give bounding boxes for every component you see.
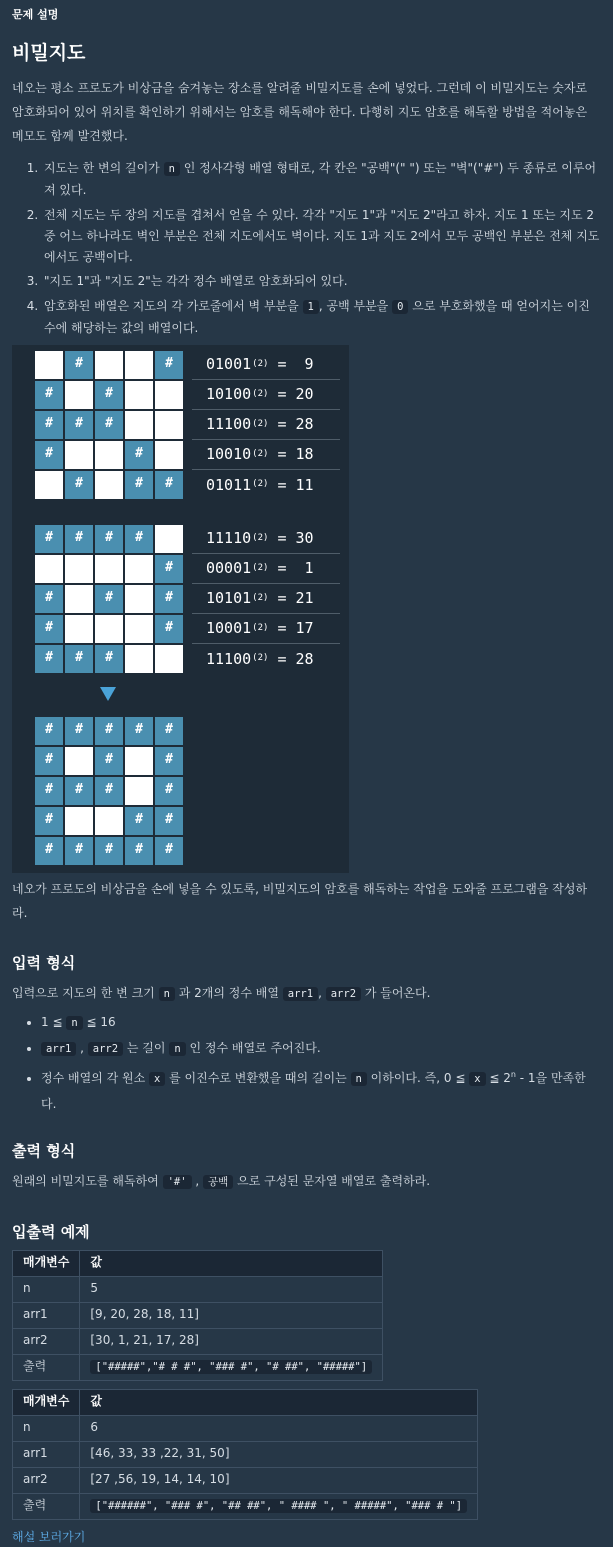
wall-cell: # — [34, 716, 64, 746]
wall-cell: # — [94, 380, 124, 410]
result-grid — [34, 716, 184, 866]
binary-row: 10010 (2) = 18 — [192, 440, 340, 470]
empty-cell — [64, 584, 94, 614]
wall-cell: # — [34, 614, 64, 644]
wall-cell: # — [34, 644, 64, 674]
empty-cell — [124, 746, 154, 776]
table-row — [13, 1467, 478, 1493]
empty-cell — [154, 644, 184, 674]
table-row — [13, 1276, 383, 1302]
map1-rows — [192, 350, 340, 500]
empty-cell — [154, 440, 184, 470]
binary-row: 11100 (2) = 28 — [206, 649, 314, 668]
table-row — [13, 1493, 478, 1519]
value-cell: [30, 1, 21, 17, 28] — [80, 1328, 383, 1354]
rule-item: 3. "지도 1"과 "지도 2"는 각각 정수 배열로 암호화되어 있다. — [42, 271, 601, 292]
empty-cell — [124, 644, 154, 674]
wall-cell: # — [124, 716, 154, 746]
wall-cell: # — [64, 524, 94, 554]
param-cell: arr2 — [13, 1467, 80, 1493]
col-param: 매개변수 — [13, 1250, 80, 1276]
wall-cell: # — [94, 746, 124, 776]
wall-cell: # — [124, 524, 154, 554]
wall-cell: # — [154, 776, 184, 806]
input-desc: 입력으로 지도의 한 변 크기 n 과 2개의 정수 배열 arr1 , arr2 가 들어온다. — [12, 985, 431, 1000]
param-cell: n — [13, 1415, 80, 1441]
table-row — [13, 1441, 478, 1467]
empty-cell — [34, 470, 64, 500]
wall-cell: # — [94, 584, 124, 614]
constraint-item: • 정수 배열의 각 원소 x 를 이진수로 변환했을 때의 길이는 n 이하이다. 즉, 0 ≦ x ≦ 2$^n$ - 1을 만족한다. — [41, 1062, 601, 1117]
example-table-1 — [12, 1250, 383, 1381]
map1-grid — [34, 350, 184, 500]
value-cell: 6 — [80, 1415, 478, 1441]
rules-list — [12, 158, 601, 339]
wall-cell: # — [154, 554, 184, 584]
binary-row: 10001 (2) = 17 — [192, 614, 340, 644]
binary-row: 10100 (2) = 20 — [192, 380, 340, 410]
wall-cell: # — [64, 410, 94, 440]
param-cell: arr1 — [13, 1302, 80, 1328]
empty-cell — [64, 806, 94, 836]
empty-cell — [94, 806, 124, 836]
down-arrow-icon — [100, 687, 116, 701]
empty-cell — [124, 614, 154, 644]
wall-cell: # — [94, 644, 124, 674]
table-row — [13, 1354, 383, 1380]
output-desc: 원래의 비밀지도를 해독하여 '#' , 공백 으로 구성된 문자열 배열로 출력하라. — [12, 1173, 431, 1188]
wall-cell: # — [154, 716, 184, 746]
wall-cell: # — [34, 806, 64, 836]
example-table-2 — [12, 1389, 478, 1520]
wall-cell: # — [34, 380, 64, 410]
param-cell: n — [13, 1276, 80, 1302]
wall-cell: # — [124, 470, 154, 500]
wall-cell: # — [64, 776, 94, 806]
wall-cell: # — [64, 836, 94, 866]
wall-cell: # — [34, 410, 64, 440]
empty-cell — [94, 614, 124, 644]
wall-cell: # — [94, 776, 124, 806]
section-label: 문제 설명 — [12, 8, 59, 21]
wall-cell: # — [94, 836, 124, 866]
wall-cell: # — [34, 746, 64, 776]
empty-cell — [64, 440, 94, 470]
empty-cell — [64, 380, 94, 410]
wall-cell: # — [34, 440, 64, 470]
input-constraints — [12, 1010, 601, 1117]
wall-cell: # — [154, 584, 184, 614]
col-param: 매개변수 — [13, 1389, 80, 1415]
input-heading: 입력 형식 — [12, 953, 76, 972]
binary-row: 00001 (2) = 1 — [192, 554, 340, 584]
empty-cell — [94, 470, 124, 500]
wall-cell: # — [64, 716, 94, 746]
param-cell: arr2 — [13, 1328, 80, 1354]
wall-cell: # — [154, 836, 184, 866]
param-cell: arr1 — [13, 1441, 80, 1467]
wall-cell: # — [34, 524, 64, 554]
binary-row: 11100 (2) = 28 — [192, 410, 340, 440]
wall-cell: # — [124, 806, 154, 836]
value-cell: ["######", "### #", "## ##", " #### ", " #####", "### # "] — [80, 1493, 478, 1519]
constraint-item: • arr1 , arr2 는 길이 n 인 정수 배열로 주어진다. — [41, 1036, 601, 1062]
table-row — [13, 1415, 478, 1441]
empty-cell — [94, 440, 124, 470]
table-row — [13, 1328, 383, 1354]
empty-cell — [124, 410, 154, 440]
rule-item: 4. 암호화된 배열은 지도의 각 가로줄에서 벽 부분을 1 , 공백 부분을 0 으로 부호화했을 때 얻어지는 이진수에 해당하는 값의 배열이다. — [42, 296, 601, 339]
examples-heading: 입출력 예제 — [12, 1222, 90, 1241]
binary-row: 01001 (2) = 9 — [192, 350, 340, 380]
intro-text: 네오는 평소 프로도가 비상금을 숨겨놓는 장소를 알려줄 비밀지도를 손에 넣었다. 그런데 이 비밀지도는 숫자로 암호화되어 있어 위치를 확인하기 위해서는 암호를 해독해야 한다. 다행히 지도 암호를 해독할 방법을 적어놓은 메모도 함께 발견했다. — [12, 81, 588, 143]
value-cell: ["#####","# # #", "### #", "# ##", "#####"] — [80, 1354, 383, 1380]
map-illustration — [12, 345, 349, 873]
binary-row: 11110 (2) = 30 — [192, 524, 340, 554]
wall-cell: # — [124, 440, 154, 470]
wall-cell: # — [64, 470, 94, 500]
wall-cell: # — [94, 524, 124, 554]
wall-cell: # — [34, 836, 64, 866]
wall-cell: # — [154, 614, 184, 644]
wall-cell: # — [124, 836, 154, 866]
empty-cell — [94, 554, 124, 584]
empty-cell — [124, 776, 154, 806]
wall-cell: # — [154, 470, 184, 500]
table-row — [13, 1302, 383, 1328]
param-cell: 출력 — [13, 1493, 80, 1519]
empty-cell — [154, 410, 184, 440]
solution-link[interactable]: 해설 보러가기 — [12, 1529, 86, 1544]
wall-cell: # — [34, 776, 64, 806]
col-value: 값 — [80, 1389, 478, 1415]
empty-cell — [124, 584, 154, 614]
empty-cell — [64, 746, 94, 776]
empty-cell — [34, 350, 64, 380]
binary-row: 10101 (2) = 21 — [192, 584, 340, 614]
empty-cell — [64, 614, 94, 644]
map2-rows — [192, 524, 340, 674]
value-cell: [27 ,56, 19, 14, 14, 10] — [80, 1467, 478, 1493]
value-cell: [46, 33, 33 ,22, 31, 50] — [80, 1441, 478, 1467]
empty-cell — [124, 554, 154, 584]
empty-cell — [124, 350, 154, 380]
wall-cell: # — [154, 806, 184, 836]
param-cell: 출력 — [13, 1354, 80, 1380]
empty-cell — [64, 554, 94, 584]
col-value: 값 — [80, 1250, 383, 1276]
task-text: 네오가 프로도의 비상금을 손에 넣을 수 있도록, 비밀지도의 암호를 해독하는 작업을 도와줄 프로그램을 작성하라. — [12, 881, 588, 920]
output-heading: 출력 형식 — [12, 1141, 76, 1160]
page-title: 비밀지도 — [12, 42, 86, 64]
empty-cell — [94, 350, 124, 380]
wall-cell: # — [94, 410, 124, 440]
wall-cell: # — [64, 350, 94, 380]
wall-cell: # — [154, 746, 184, 776]
value-cell: 5 — [80, 1276, 383, 1302]
rule-item: 1. 지도는 한 변의 길이가 n 인 정사각형 배열 형태로, 각 칸은 "공백"(" ") 또는 "벽"("#") 두 종류로 이루어져 있다. — [42, 158, 601, 201]
empty-cell — [124, 380, 154, 410]
constraint-item: • 1 ≦ n ≦ 16 — [41, 1010, 601, 1036]
empty-cell — [154, 524, 184, 554]
rule-item: 2. 전체 지도는 두 장의 지도를 겹쳐서 얻을 수 있다. 각각 "지도 1"과 "지도 2"라고 하자. 지도 1 또는 지도 2 중 어느 하나라도 벽인 부분은 전체 지도에서도 벽이다. 지도 1과 지도 2에서 모두 공백인 부분은 전체 지도에서도 공백이다. — [42, 205, 601, 268]
value-cell: [9, 20, 28, 18, 11] — [80, 1302, 383, 1328]
wall-cell: # — [64, 644, 94, 674]
empty-cell — [34, 554, 64, 584]
binary-row: 01011 (2) = 11 — [206, 475, 314, 494]
wall-cell: # — [154, 350, 184, 380]
wall-cell: # — [94, 716, 124, 746]
empty-cell — [154, 380, 184, 410]
map2-grid — [34, 524, 184, 674]
wall-cell: # — [34, 584, 64, 614]
